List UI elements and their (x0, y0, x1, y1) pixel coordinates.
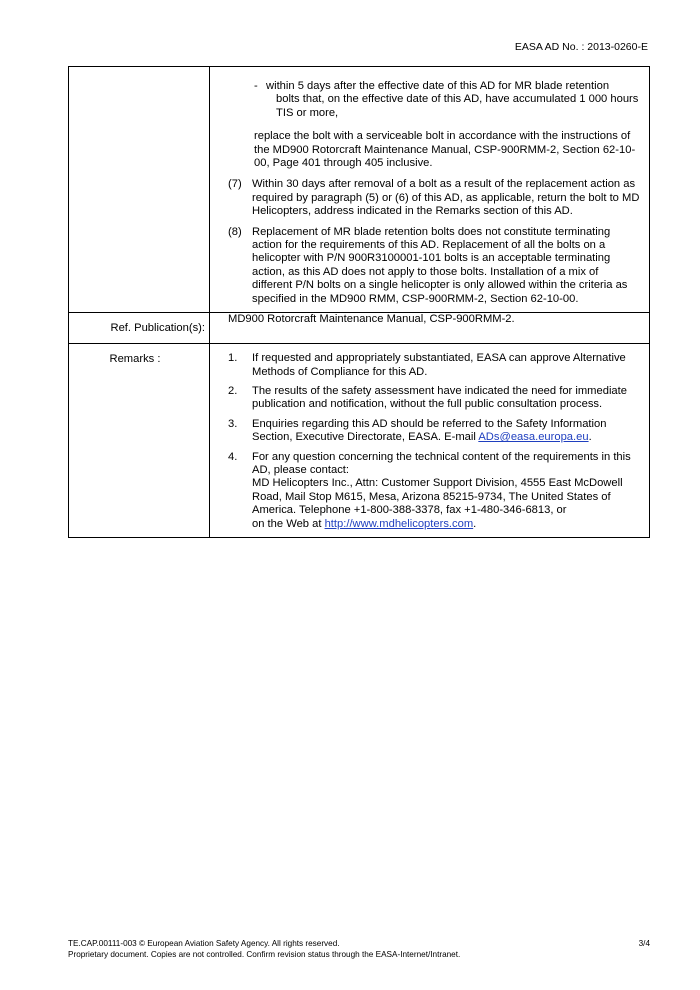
continuation-content (210, 67, 650, 313)
ref-publications-row (69, 313, 650, 344)
ad-table (68, 66, 650, 538)
replace-paragraph: replace the bolt with a serviceable bolt in accordance with the instructions of the MD900 Rotorcraft Maintenance Manual, CSP-900RMM-2, Section 62-10-00, Page 401 through 405 inclusive. (254, 130, 636, 170)
item-number: (7) (228, 178, 242, 191)
remark-2 (228, 385, 641, 412)
remark-line: For any question concerning the technical content of the requirements in this AD, please contact: (252, 450, 631, 476)
remark-text: If requested and appropriately substantiated, EASA can approve Alternative Methods of Compliance for this AD. (252, 352, 626, 378)
item-text: Within 30 days after removal of a bolt as a result of the replacement action as required by paragraph (5) or (6) of this AD, as applicable, return the bolt to MD Helicopters, address indicated in the Remarks section of this AD. (252, 178, 640, 218)
bullet-item (254, 80, 641, 120)
website-link[interactable]: http://www.mdhelicopters.com (324, 517, 474, 530)
ad-number-header: EASA AD No. : 2013-0260-E (514, 41, 648, 53)
remark-text (252, 451, 641, 531)
bullet-line: TIS or more, (276, 106, 339, 119)
footer-disclaimer: Proprietary document. Copies are not controlled. Confirm revision status through the EASA-Internet/Intranet. (68, 949, 461, 959)
bullet-text (266, 80, 638, 120)
remark-number: 4. (228, 450, 238, 463)
ref-publications-label: Ref. Publication(s): (69, 313, 210, 344)
remark-text (252, 418, 641, 445)
remark-text-part: on the Web at (252, 517, 325, 530)
bullet-marker: - (254, 80, 258, 92)
remarks-label: Remarks : (69, 344, 210, 538)
remarks-row (69, 344, 650, 538)
page-footer (68, 939, 650, 960)
remark-text-part: . (588, 431, 592, 444)
footer-copyright: TE.CAP.00111-003 © European Aviation Safety Agency. All rights reserved. (68, 939, 340, 948)
remark-1 (228, 352, 641, 379)
continuation-row (69, 67, 650, 313)
item-7 (228, 178, 641, 218)
page-number: 3/4 (638, 939, 650, 948)
continuation-label-cell (69, 67, 210, 313)
item-8 (228, 226, 641, 306)
remark-3 (228, 418, 641, 445)
remark-number: 1. (228, 352, 238, 365)
remark-text-part: Enquiries regarding this AD should be referred to the Safety Information Section, Executive Directorate, EASA. E-mail (252, 417, 607, 444)
item-number: (8) (228, 225, 242, 238)
email-link[interactable]: ADs@easa.europa.eu (478, 431, 589, 444)
ref-publications-text: MD900 Rotorcraft Maintenance Manual, CSP-900RMM-2. (210, 313, 650, 344)
remark-line: MD Helicopters Inc., Attn: Customer Support Division, 4555 East McDowell Road, Mail Stop M615, Mesa, Arizona 85215-9734, The United States of America. Telephone +1-800-388-3378, fax +1-480-346-6813, or (252, 477, 623, 517)
remark-line (252, 518, 641, 531)
remark-number: 3. (228, 417, 238, 430)
remark-text: The results of the safety assessment have indicated the need for immediate publication and notification, without the full public consultation process. (252, 384, 627, 411)
remark-4 (228, 451, 641, 531)
remarks-content (210, 344, 650, 538)
bullet-line: within 5 days after the effective date of this AD for MR blade retention (266, 80, 610, 92)
remark-number: 2. (228, 384, 238, 397)
remark-text-part: . (473, 517, 477, 530)
item-text: Replacement of MR blade retention bolts does not constitute terminating action for the requirements of this AD. Replacement of all the bolts on a helicopter with P/N 900R3100001-101 bolts is an acceptable terminating action, as this AD does not apply to those bolts. Installation of a mix of different P/N bolts on a single helicopter is only allowed within the criteria as specified in the MD900 RMM, CSP-900RMM-2, Section 62-10-00. (252, 225, 628, 305)
bullet-line: bolts that, on the effective date of this AD, have accumulated 1 000 hours (276, 93, 639, 106)
